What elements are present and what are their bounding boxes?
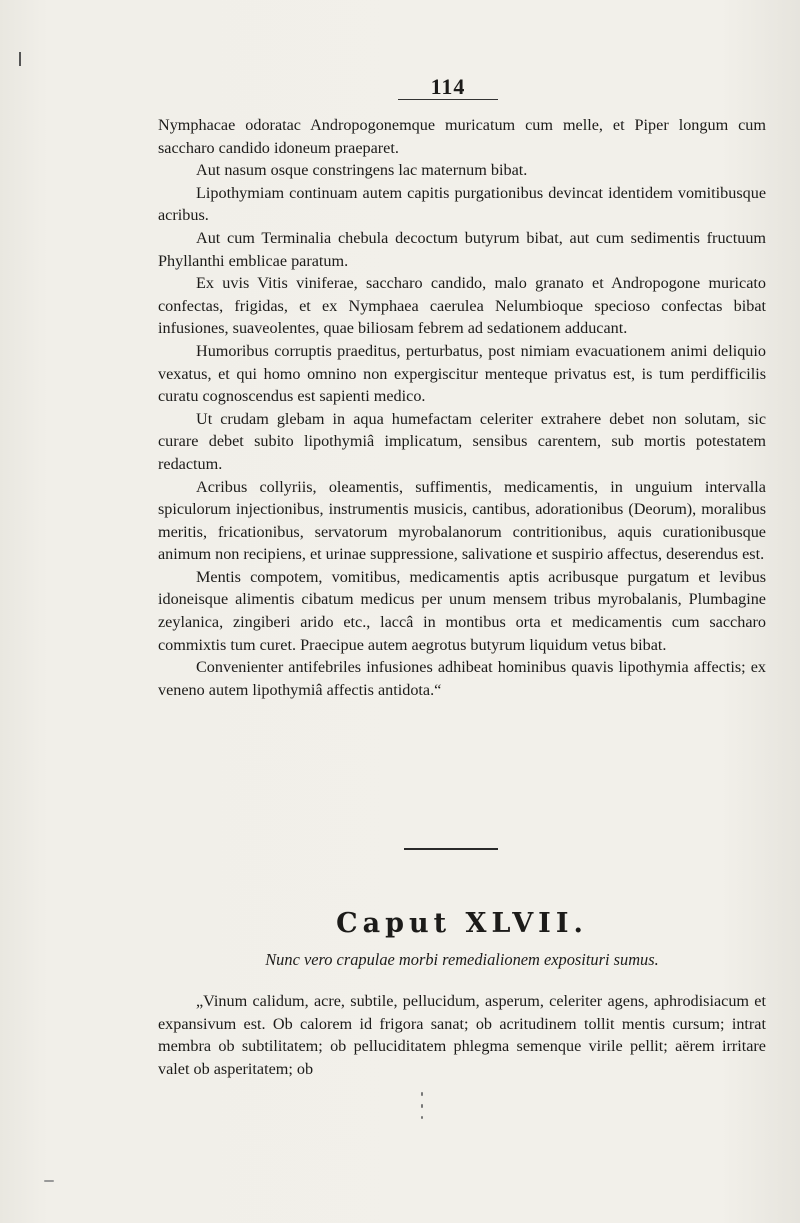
paragraph: Aut nasum osque constringens lac maternum bibat. [196, 161, 528, 180]
chapter-text [158, 990, 766, 1080]
chapter-subtitle: Nunc vero crapulae morbi remedialionem exposituri sumus. [265, 950, 659, 969]
page-number: 114 [430, 74, 466, 99]
page-number-rule [398, 99, 498, 100]
margin-mark [19, 52, 21, 66]
paragraph: „Vinum calidum, acre, subtile, pellucidum, asperum, celeriter agens, aphrodisiacum et expansivum est. Ob calorem id frigora sanat; ob acritudinem tollit mentis cursum; intrat membra ob subtilitatem; ob pelluciditatem phlegma semenque virile pellit; aërem irritare valet ob asperitatem; ob [158, 992, 766, 1078]
print-speck [421, 1116, 423, 1119]
paragraph: Ex uvis Vitis viniferae, saccharo candido, malo granato et Andropogone muricato confectas, frigidas, et ex Nymphaea caerulea Nelumbioque specioso confectas bibat infusiones, suaveolentes, quae biliosam febrem ad sedationem adducant. [158, 274, 766, 338]
paragraph: Mentis compotem, vomitibus, medicamentis aptis acribusque purgatum et levibus idoneisque alimentis cibatum medicus per unum mensem tribus myrobalanis, Plumbagine zeylanica, zingiberi arido etc., laccâ in montibus orta et medicamentis cum saccharo commixtis tum curet. Praecipue autem aegrotus butyrum liquidum vetus bibat. [158, 567, 766, 654]
paragraph: Lipothymiam continuam autem capitis purgationibus devincat identidem vomitibusque acribus. [158, 183, 766, 225]
paragraph: Aut cum Terminalia chebula decoctum butyrum bibat, aut cum sedimentis fructuum Phyllanthi emblicae paratum. [158, 228, 766, 270]
paragraph: Humoribus corruptis praeditus, perturbatus, post nimiam evacuationem animi deliquio vexatus, et qui homo omnino non expergiscitur menteque privatus est, is tum perdifficilis curatu cognoscendus est sapienti medico. [158, 341, 766, 406]
paragraph: Acribus collyriis, oleamentis, suffimentis, medicamentis, in unguium intervalla spiculorum injectionibus, instrumentis musicis, cantibus, adorationibus (Deorum), moralibus meritis, fricationibus, servatorum myrobalanorum contritionibus, aquis curationibusque animum non recipiens, et urinae suppressione, salivatione et suspirio affectus, deserendus est. [158, 477, 766, 564]
paragraph: Ut crudam glebam in aqua humefactam celeriter extrahere debet non solutam, sic curare debet subito lipothymiâ implicatum, sensibus carentem, sub mortis potestatem redactum. [158, 409, 766, 473]
print-speck [44, 1180, 54, 1182]
print-speck [421, 1104, 423, 1108]
paragraph: Nymphacae odoratac Andropogonemque muricatum cum melle, et Piper longum cum saccharo candido idoneum praeparet. [158, 116, 766, 157]
body-text [158, 114, 766, 701]
section-divider [404, 848, 498, 850]
print-speck [421, 1092, 423, 1096]
chapter-heading: Caput XLVII. [336, 908, 588, 939]
paragraph: Convenienter antifebriles infusiones adhibeat hominibus quavis lipothymia affectis; ex veneno autem lipothymiâ affectis antidota.“ [158, 658, 766, 699]
